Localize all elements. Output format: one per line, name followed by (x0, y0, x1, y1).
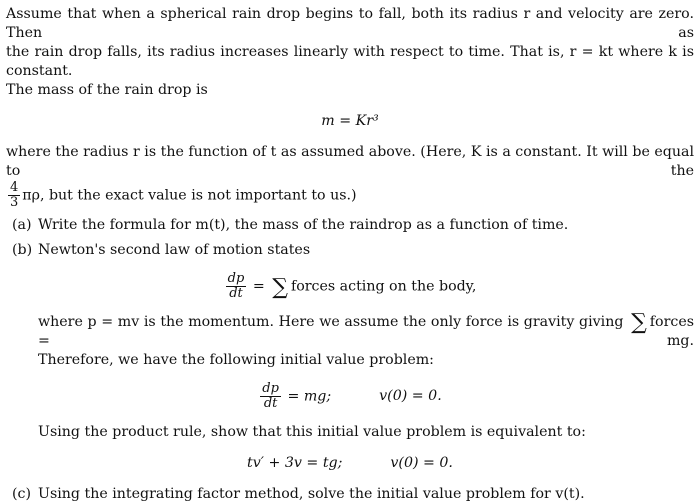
dp-dt-fraction-2 (260, 382, 281, 411)
after-mass-line-2 (6, 181, 694, 210)
sum-symbol-inline: ∑ (631, 310, 647, 335)
after-mass-line-1: where the radius r is the function of t as assumed above. (Here, K is a constant. It will be equal to the (6, 144, 694, 179)
part-b (6, 241, 694, 260)
fraction-numerator: 4 (10, 180, 19, 195)
equivalent-ivp-initial-condition: v(0) = 0. (390, 455, 453, 471)
part-b-label: (b) (12, 242, 33, 258)
dp-numerator-2: dp (262, 381, 279, 396)
part-a (6, 216, 694, 235)
dp-numerator: dp (227, 271, 245, 286)
ivp-rhs: = mg; (287, 388, 332, 405)
product-rule-text: Using the product rule, show that this initial value problem is equivalent to: (38, 424, 586, 440)
problem-page (6, 5, 694, 504)
after-mass-line-2-text: πρ, but the exact value is not important to us.) (22, 187, 357, 204)
intro-line-2: the rain drop falls, its radius increases linearly with respect to time. That is, r = kt where k is constant. (6, 44, 694, 79)
part-a-text: Write the formula for m(t), the mass of the raindrop as a function of time. (38, 217, 569, 233)
four-thirds-fraction (8, 181, 20, 210)
sum-symbol: ∑ (272, 274, 288, 300)
momentum-text: where p = mv is the momentum. Here we assume the only force is gravity giving (38, 314, 624, 330)
intro-line-3: The mass of the rain drop is (6, 82, 208, 98)
equivalent-ivp-equation (6, 454, 694, 473)
intro-line-1: Assume that when a spherical rain drop begins to fall, both its radius r and velocity are zero. Then as (6, 6, 694, 41)
product-rule-line (6, 423, 694, 442)
dt-denominator-2: dt (263, 396, 278, 411)
ivp-intro-text: Therefore, we have the following initial value problem: (38, 352, 434, 368)
dp-dt-fraction (226, 272, 247, 301)
forces-text: forces acting on the body, (290, 278, 477, 295)
fraction-denominator: 3 (10, 195, 19, 210)
part-c (6, 485, 694, 504)
mass-equation: m = Kr³ (321, 113, 379, 129)
forces-equals-mg: forces = mg. (38, 314, 694, 349)
ivp-initial-condition: v(0) = 0. (379, 388, 442, 404)
dt-denominator: dt (229, 286, 243, 301)
part-a-label: (a) (12, 217, 32, 233)
ivp-equation (6, 382, 694, 411)
newton-second-law-equation: $\frac{dp}{dt}$ = ∑ forces acting on the body, (227, 271, 477, 301)
momentum-line (6, 310, 694, 351)
part-c-text: Using the integrating factor method, solve the initial value problem for v(t). (38, 486, 585, 502)
part-b-text: Newton's second law of motion states (38, 242, 311, 258)
equivalent-ivp-lhs: tv′ + 3v = tg; (247, 455, 343, 471)
part-c-label: (c) (12, 486, 32, 502)
ivp-intro-line (6, 351, 694, 370)
